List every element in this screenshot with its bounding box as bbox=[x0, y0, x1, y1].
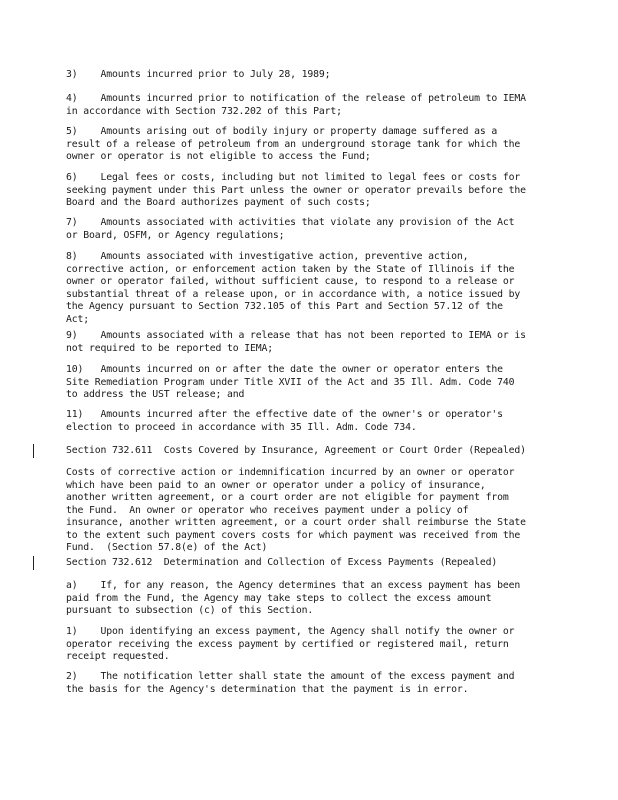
subsection-a: a) If, for any reason, the Agency determines that an excess payment has been paid from the Fund, the Agency may take steps to collect the excess amount pursuant to subsection (c) of this Section. bbox=[66, 580, 521, 616]
revision-bar bbox=[33, 444, 34, 458]
section-732-611-body: Costs of corrective action or indemnification incurred by an owner or operator which have been paid to an owner or operator under a policy of insurance, another written agreement, or a court order are not eligible for payment from the Fund. An owner or operator who receives payment under a policy of insurance, another written agreement, or a court order shall reimburse the State to the extent such payment covers costs for which payment was received from the Fund. (Section 57.8(e) of the Act) bbox=[66, 467, 526, 553]
subsection-a-2: 2) The notification letter shall state the amount of the excess payment and the basis for the Agency's determination that the payment is in error. bbox=[66, 671, 515, 695]
item-4: 4) Amounts incurred prior to notification of the release of petroleum to IEMA in accordance with Section 732.202 of this Part; bbox=[66, 93, 526, 117]
item-3: 3) Amounts incurred prior to July 28, 1989; bbox=[66, 69, 331, 80]
revision-bar bbox=[33, 556, 34, 570]
item-5: 5) Amounts arising out of bodily injury or property damage suffered as a result of a release of petroleum from an underground storage tank for which the owner or operator is not eligible to access the Fund; bbox=[66, 126, 521, 162]
item-11: 11) Amounts incurred after the effective date of the owner's or operator's election to proceed in accordance with 35 Ill. Adm. Code 734. bbox=[66, 409, 503, 433]
subsection-a-1: 1) Upon identifying an excess payment, the Agency shall notify the owner or operator receiving the excess payment by certified or registered mail, return receipt requested. bbox=[66, 626, 515, 662]
item-7: 7) Amounts associated with activities that violate any provision of the Act or Board, OSFM, or Agency regulations; bbox=[66, 217, 515, 241]
section-732-612-heading: Section 732.612 Determination and Collection of Excess Payments (Repealed) bbox=[66, 557, 498, 568]
item-8: 8) Amounts associated with investigative action, preventive action, corrective action, or enforcement action taken by the State of Illinois if the owner or operator failed, without sufficient cause, to respond to a release or substantial threat of a release upon, or in accordance with, a notice issued by the Agency pursuant to Section 732.105 of this Part and Section 57.12 of the Act; bbox=[66, 251, 521, 325]
section-732-611-heading: Section 732.611 Costs Covered by Insurance, Agreement or Court Order (Repealed) bbox=[66, 445, 526, 456]
item-9: 9) Amounts associated with a release that has not been reported to IEMA or is not required to be reported to IEMA; bbox=[66, 330, 526, 354]
item-10: 10) Amounts incurred on or after the date the owner or operator enters the Site Remediation Program under Title XVII of the Act and 35 Ill. Adm. Code 740 to address the UST release; and bbox=[66, 364, 515, 400]
item-6: 6) Legal fees or costs, including but not limited to legal fees or costs for seeking payment under this Part unless the owner or operator prevails before the Board and the Board authorizes payment of such costs; bbox=[66, 172, 526, 208]
